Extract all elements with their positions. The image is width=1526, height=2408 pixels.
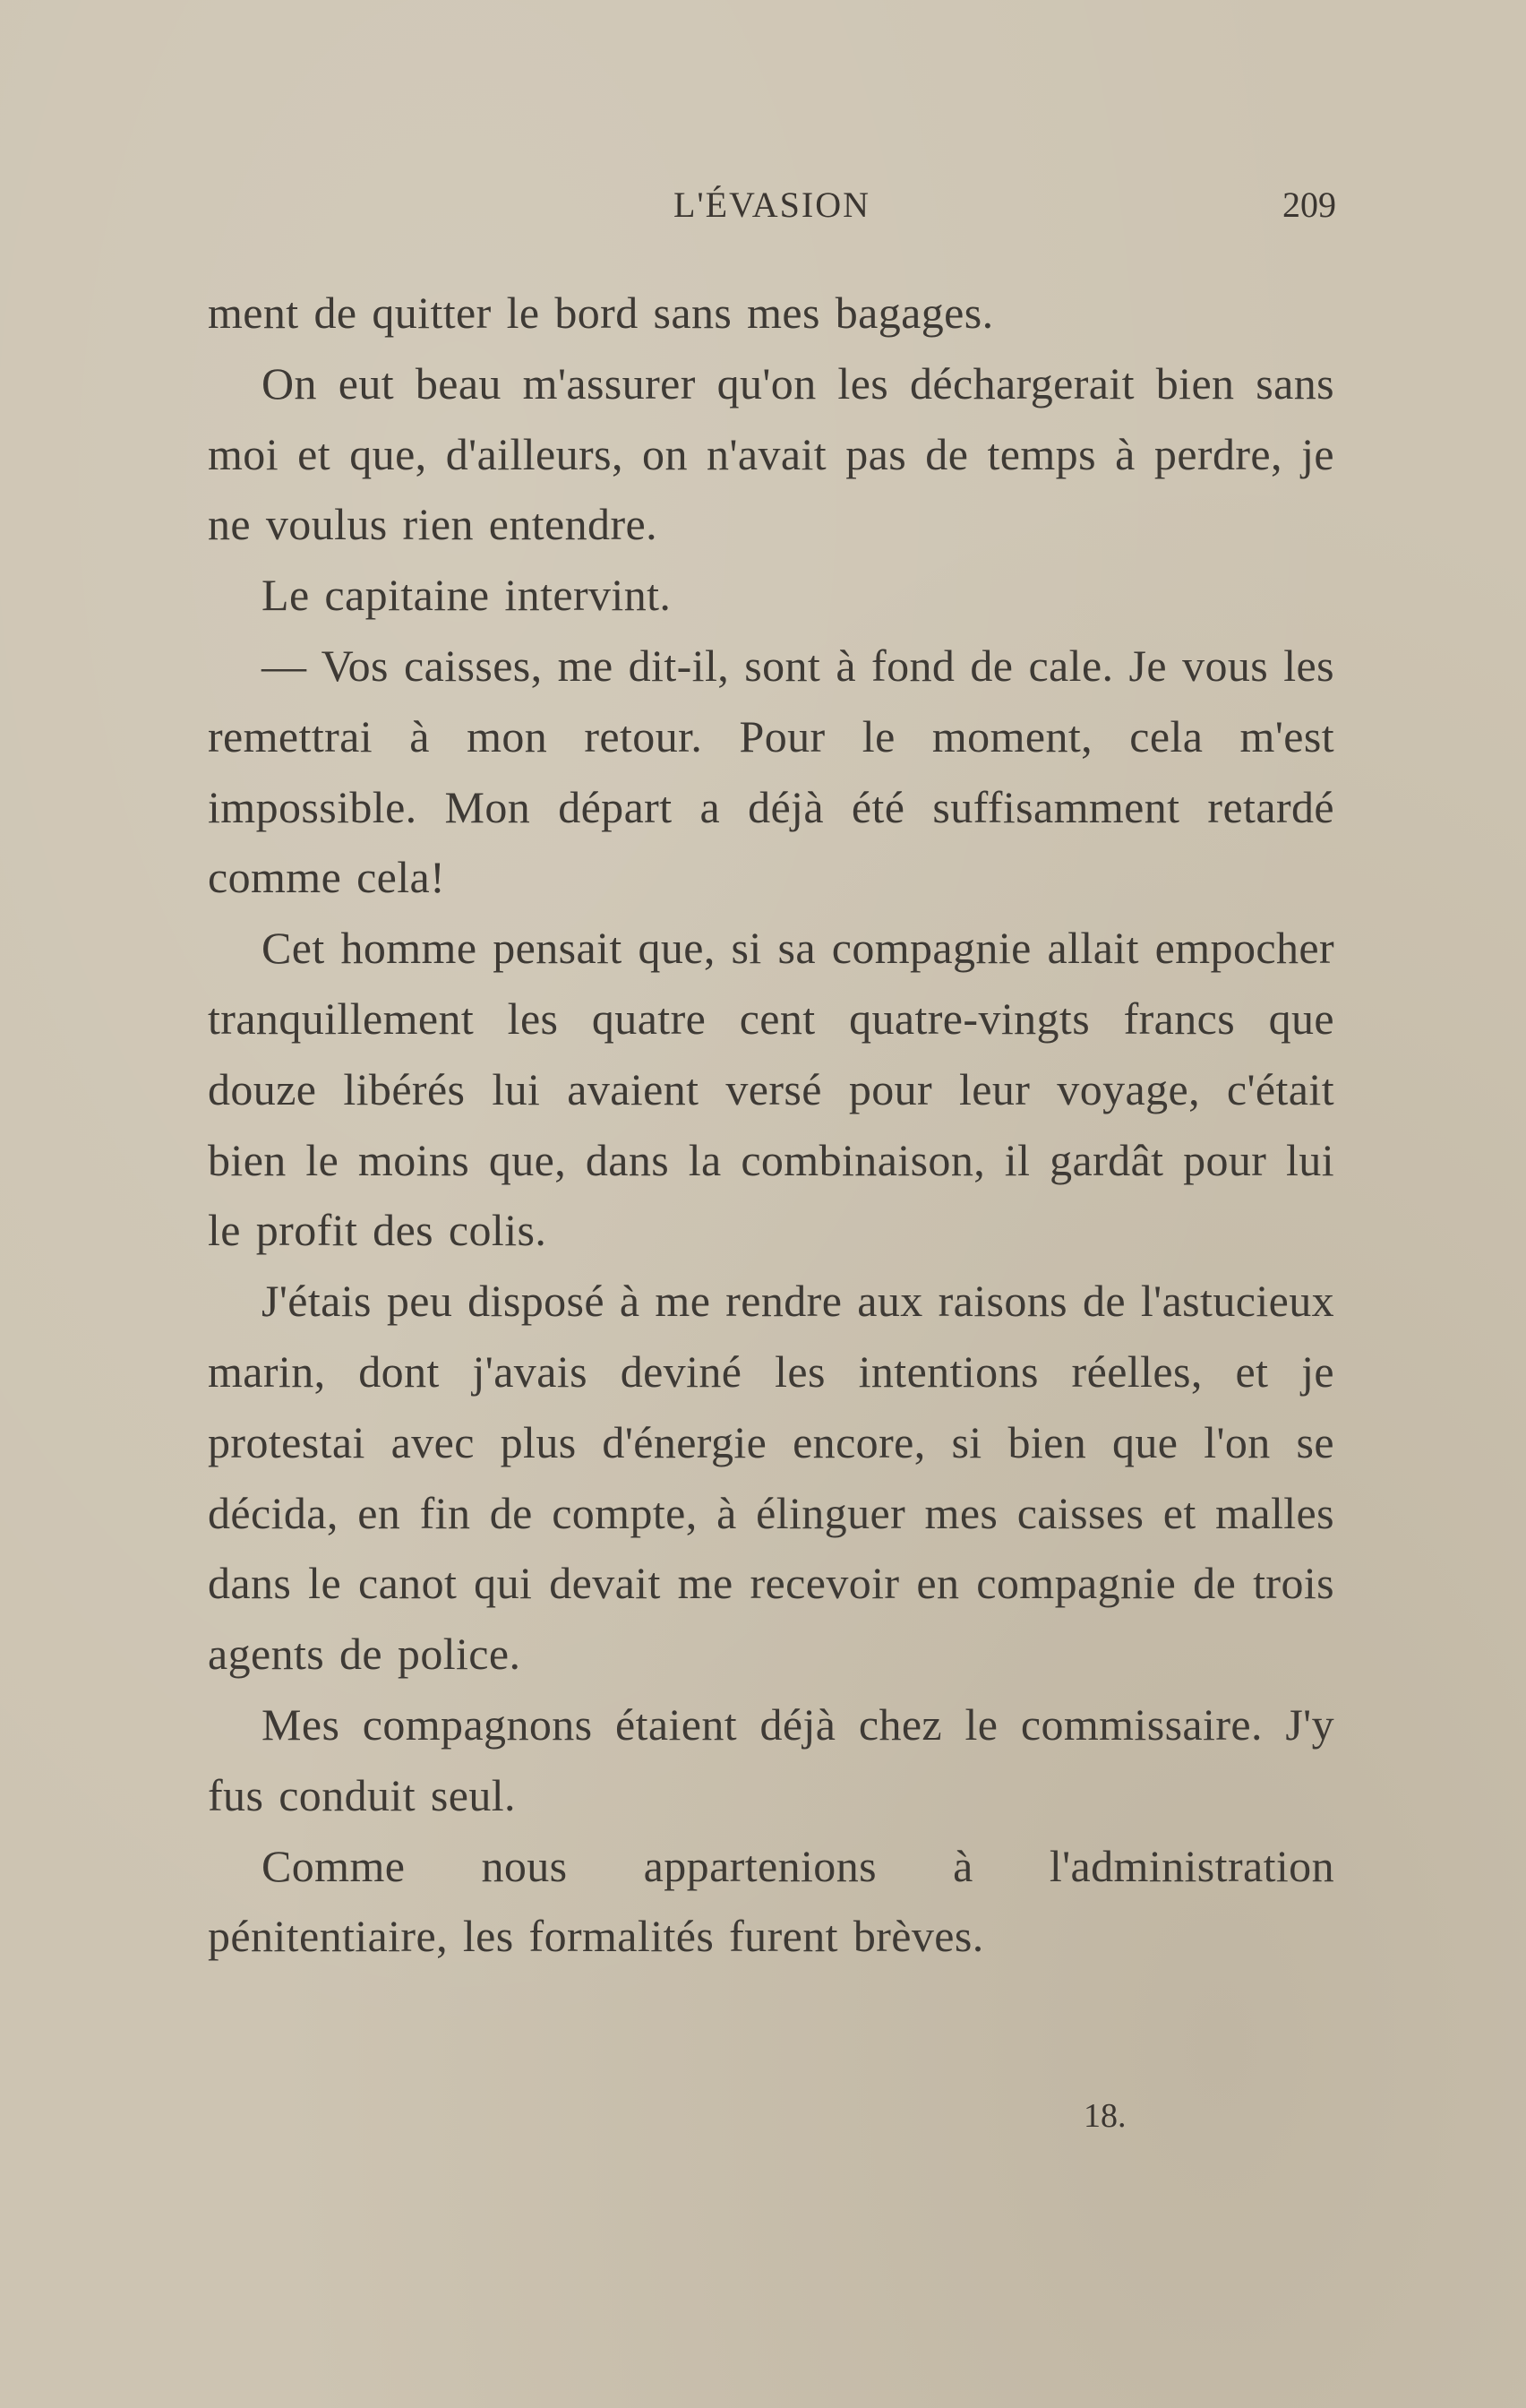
paragraph: Mes compagnons étaient déjà chez le commissaire. J'y fus conduit seul.: [208, 1698, 1334, 1820]
running-head: [208, 184, 1336, 246]
paragraph: On eut beau m'assurer qu'on les déchargerait bien sans moi et que, d'ailleurs, on n'avait pas de temps à perdre, je ne voulus rien entendre.: [208, 357, 1334, 550]
running-title: L'ÉVASION: [673, 185, 871, 225]
printer-signature-mark: 18.: [1084, 2097, 1127, 2135]
page-number: 209: [1282, 185, 1336, 225]
paragraph: Le capitaine intervint.: [261, 570, 672, 621]
paragraph: Comme nous appartenions à l'administration pénitentiaire, les formalités furent brèves.: [208, 1840, 1334, 1962]
paragraph: J'étais peu disposé à me rendre aux raisons de l'astucieux marin, dont j'avais deviné les intentions réelles, et je protestai avec plus d'énergie encore, si bien que l'on se décida, en fin de compte, à élinguer mes caisses et malles dans le canot qui devait me recevoir en compagnie de trois agents de police.: [208, 1276, 1334, 1680]
paragraph-continuation: ment de quitter le bord sans mes bagages.: [208, 288, 994, 338]
body-text: [208, 278, 1334, 1972]
paragraph-dialogue: — Vos caisses, me dit-il, sont à fond de cale. Je vous les remettrai à mon retour. Pour le moment, cela m'est impossible. Mon départ a déjà été suffisamment retardé comme cela!: [208, 640, 1334, 903]
paragraph: Cet homme pensait que, si sa compagnie allait empocher tranquillement les quatre cent quatre-vingts francs que douze libérés lui avaient versé pour leur voyage, c'était bien le moins que, dans la combinaison, il gardât pour lui le profit des colis.: [208, 923, 1334, 1256]
